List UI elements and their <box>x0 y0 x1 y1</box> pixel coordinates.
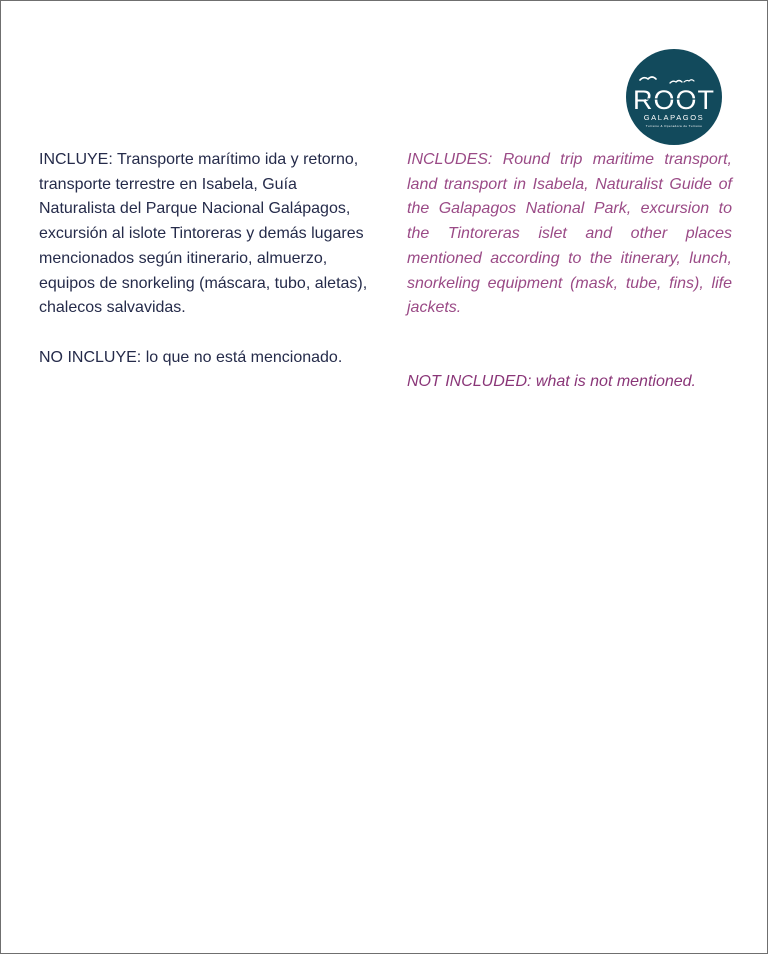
seagull-icon <box>670 81 682 84</box>
root-galapagos-logo <box>626 49 722 145</box>
logo-tagline: Turismo & Operadora de Turismo <box>645 124 703 128</box>
logo-graphic <box>626 49 722 145</box>
english-not-included-text: NOT INCLUDED: what is not mentioned. <box>407 373 696 391</box>
seagull-icon <box>684 80 694 82</box>
english-column <box>407 148 732 395</box>
seagull-icon <box>640 77 656 80</box>
spanish-not-included-text: NO INCLUYE: lo que no está mencionado. <box>39 348 343 366</box>
english-includes-text: INCLUDES: Round trip maritime transport, land transport in Isabela, Naturalist Guide of the Galapagos National Park, excursion to the Tintoreras islet and other places mentioned according to the itinerary, lunch, snorkeling equipment (mask, tube, fins), life jackets. <box>407 151 732 317</box>
logo-subtitle: GALAPAGOS <box>643 113 705 122</box>
spanish-column <box>39 148 373 370</box>
spanish-includes-text: INCLUYE: Transporte marítimo ida y retorno, transporte terrestre en Isabela, Guía Naturalista del Parque Nacional Galápagos, excursión al islote Tintoreras y demás lugares mencionados según itinerario, almuerzo, equipos de snorkeling (máscara, tubo, aletas), chalecos salvavidas. <box>39 151 368 317</box>
logo-wordmark: ROOT <box>633 85 715 115</box>
